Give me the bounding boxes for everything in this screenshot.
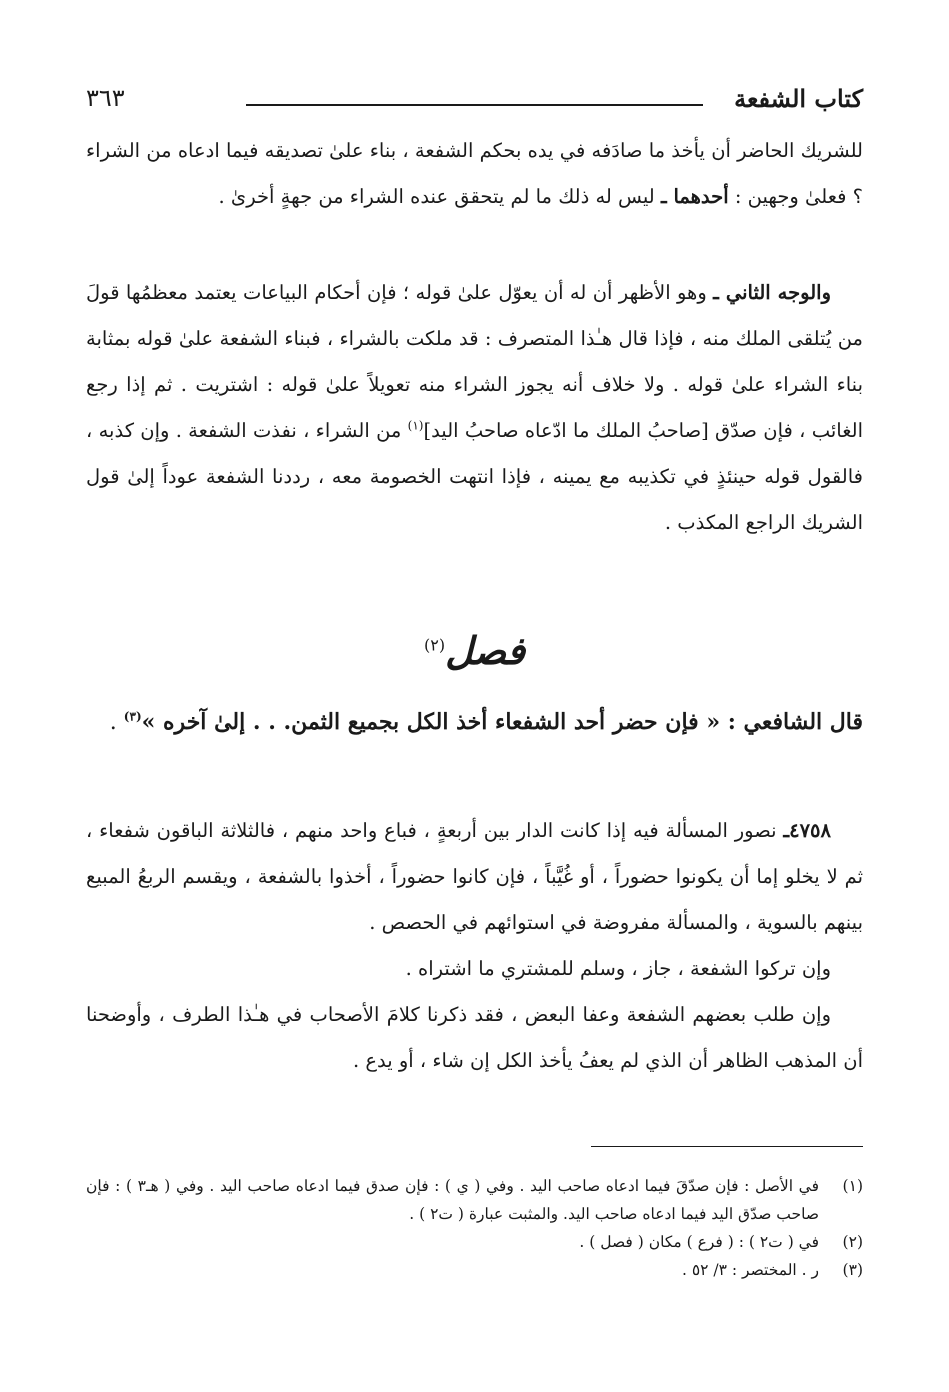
paragraph	[86, 808, 863, 946]
footnote-ref[interactable]: (١)	[407, 418, 424, 433]
footnote-ref[interactable]: (٣)	[123, 709, 142, 724]
paragraph-text: نصور المسألة فيه إذا كانت الدار بين أربعةٍ ، فباع واحد منهم ، فالثلاثة الباقون شفعاء ، ثم لا يخلو إما أن يكونوا حضوراً ، أو غُيَّباً ، فإن كانوا حضوراً ، أخذوا بالشفعة ، ويقسم الربعُ المبيع بينهم بالسوية ، والمسألة مفروضة في استوائهم في الحصص .	[86, 819, 863, 934]
footnote-number: (٣)	[842, 1261, 863, 1279]
paragraph-second-view	[86, 270, 863, 546]
footnote-text: ر . المختصر : ٣/ ٥٢ .	[681, 1261, 819, 1279]
paragraphs-bottom	[86, 808, 863, 1084]
paragraph	[86, 270, 863, 546]
quote-tail: .	[109, 710, 124, 735]
section-heading	[0, 628, 949, 673]
paragraph-text: وهو الأظهر أن له أن يعوّل علىٰ قوله ؛ فإن أحكام البياعات يعتمد معظمُها قولَ من يُتلقى الملك منه ، فإذا قال هـٰذا المتصرف : قد ملكت بالشراء ، فبناء الشفعة علىٰ قوله بمثابة بناء الشراء علىٰ قوله . ولا خلاف أنه يجوز الشراء منه تعويلاً علىٰ قوله : اشتريت . ثم إذا رجع الغائب ، فإن صدّق [صاحبُ الملك ما ادّعاه صاحبُ اليد]	[86, 281, 863, 442]
paragraph	[86, 128, 863, 220]
header-rule	[246, 104, 703, 106]
paragraph: وإن طلب بعضهم الشفعة وعفا البعض ، فقد ذكرنا كلامَ الأصحاب في هـٰذا الطرف ، وأوضحنا أن المذهب الظاهر أن الذي لم يعفُ يأخذ الكل إن شاء ، أو يدع .	[86, 1003, 863, 1072]
footnotes	[86, 1172, 863, 1284]
text-segment: ليس له ذلك ما لم يتحقق عنده الشراء من جهةٍ أخرىٰ .	[218, 185, 661, 208]
paragraph-lead: والوجه الثاني ـ	[713, 281, 832, 304]
footnote	[86, 1256, 863, 1284]
shafii-quote	[86, 700, 863, 745]
footnote	[86, 1228, 863, 1256]
footnote-rule	[591, 1146, 863, 1147]
paragraph-number: ٤٧٥٨ـ	[783, 819, 831, 842]
footnote-number: (١)	[842, 1177, 863, 1195]
footnote	[86, 1172, 863, 1228]
footnote-number: (٢)	[842, 1233, 863, 1251]
paragraph-continuation	[86, 128, 863, 220]
section-title: فصل	[445, 628, 525, 673]
page-number: ٣٦٣	[86, 84, 125, 112]
footnote-ref[interactable]: (٢)	[424, 635, 446, 655]
footnote-text: في الأصل : فإن صدّقَ فيما ادعاه صاحب اليد . وفي ( ي ) : فإن صدق فيما ادعاه صاحب اليد . وفي ( هـ٣ ) : فإن صاحب صدّق اليد فيما ادعاه صاحب اليد. والمثبت عبارة ( ت٢ ) .	[86, 1177, 819, 1223]
text-segment-bold: أحدهما ـ	[660, 185, 729, 208]
footnote-text: في ( ت٢ ) : ( فرع ) مكان ( فصل ) .	[579, 1233, 819, 1251]
text-segment: للشريك الحاضر أن يأخذ ما صادَفه في يده بحكم الشفعة ، بناء علىٰ تصديقه فيما ادعاه من الشراء ؟ فعلىٰ وجهين :	[86, 139, 863, 208]
paragraph: وإن تركوا الشفعة ، جاز ، وسلم للمشتري ما اشتراه .	[405, 957, 831, 980]
quote-text: قال الشافعي : « فإن حضر أحد الشفعاء أخذ الكل بجميع الثمن. . . إلىٰ آخره »	[141, 709, 863, 735]
running-header	[86, 84, 863, 118]
header-title: كتاب الشفعة	[734, 84, 863, 113]
paragraph-text: من الشراء ، نفذت الشفعة . وإن كذبه ، فالقول قوله حينئذٍ في تكذيبه مع يمينه ، فإذا انتهت الخصومة معه ، رددنا الشفعة عوداً إلىٰ قول الشريك الراجع المكذب .	[86, 419, 863, 534]
